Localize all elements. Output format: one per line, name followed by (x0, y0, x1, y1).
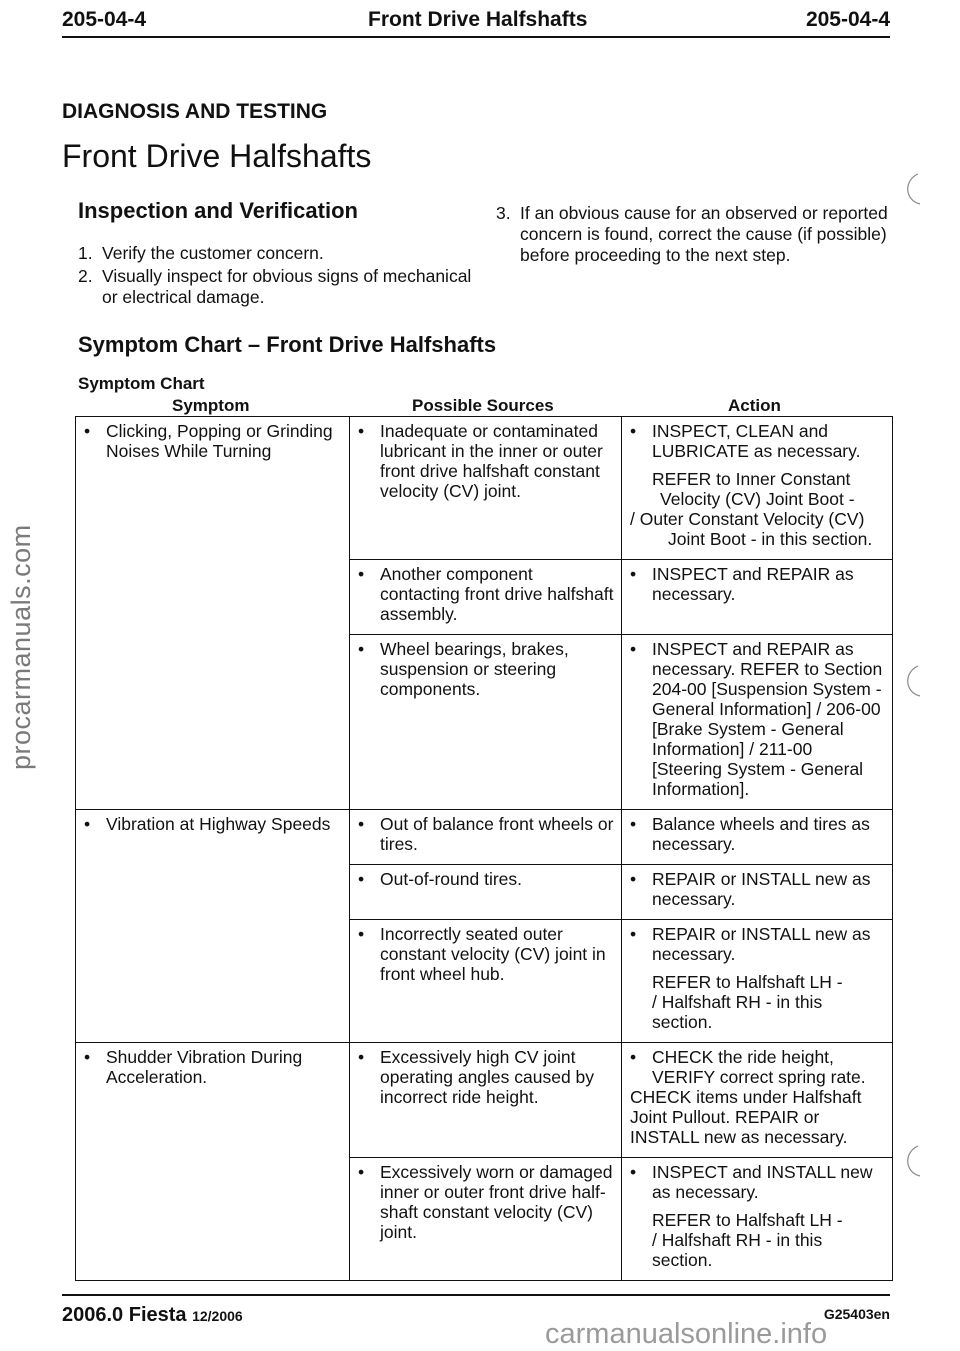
action-reference: Velocity (CV) Joint Boot - (660, 489, 855, 509)
action-text: • REPAIR or INSTALL new as necessary. (630, 869, 886, 909)
source-text: • Incorrectly seated outer constant velocity (CV) joint in front wheel hub. (358, 924, 615, 984)
action-reference: / Outer Constant Velocity (CV) (630, 509, 865, 529)
footer-date: 12/2006 (192, 1308, 243, 1324)
symptom-cell (76, 417, 350, 810)
source-text: • Excessively high CV joint operating angles caused by incorrect ride height. (358, 1047, 615, 1107)
action-reference: / Halfshaft RH - in this section. (652, 992, 823, 1032)
action-cell (622, 865, 893, 920)
step-2 (78, 266, 478, 308)
step-3 (496, 203, 896, 266)
table-row (76, 417, 893, 560)
scan-artifact-mark (898, 1142, 926, 1182)
table-row (76, 810, 893, 865)
column-header-possible-sources: Possible Sources (412, 396, 554, 415)
source-text: • Out-of-round tires. (358, 869, 615, 889)
symptom-chart-heading: Symptom Chart – Front Drive Halfshafts (78, 332, 497, 357)
section-label: DIAGNOSIS AND TESTING (62, 100, 328, 123)
scan-artifact-mark (898, 170, 926, 210)
header-page-number-left: 205-04-4 (62, 8, 147, 31)
footer-code: G25403en (823, 1306, 890, 1322)
action-text: • Balance wheels and tires as necessary. (630, 814, 886, 854)
source-cell (350, 1043, 622, 1158)
scan-artifact-mark (898, 662, 926, 702)
source-cell (350, 635, 622, 810)
symptom-text: • Shudder Vibration During Acceleration. (84, 1047, 343, 1087)
action-reference: REFER to Halfshaft LH - (652, 972, 843, 992)
step-number: 2. (78, 266, 93, 286)
symptom-chart-caption: Symptom Chart (78, 374, 205, 393)
action-cell (622, 1158, 893, 1281)
action-cell (622, 810, 893, 865)
symptom-text: • Clicking, Popping or Grinding Noises While Turning (84, 421, 343, 461)
source-cell (350, 810, 622, 865)
action-reference: REFER to Inner Constant (652, 469, 851, 489)
step-text: If an obvious cause for an observed or reported concern is found, correct the cause (if possible) before proceeding to the next step. (520, 203, 888, 265)
action-text: • CHECK the ride height, VERIFY correct spring rate. (630, 1047, 886, 1087)
source-cell (350, 560, 622, 635)
symptom-cell (76, 1043, 350, 1281)
source-cell (350, 417, 622, 560)
source-cell (350, 865, 622, 920)
symptom-cell (76, 810, 350, 1043)
table-row (76, 1043, 893, 1158)
footer-model-name: 2006.0 Fiesta (62, 1304, 187, 1326)
source-text: • Excessively worn or damaged inner or outer front drive half-shaft constant velocity (CV) joint. (358, 1162, 615, 1242)
footer-rule (62, 1294, 890, 1296)
side-watermark: procarmanuals.com (6, 524, 36, 770)
action-cell (622, 1043, 893, 1158)
footer-model (62, 1304, 243, 1327)
bottom-watermark: carmanualsonline.info (545, 1318, 828, 1350)
header-rule (62, 36, 890, 38)
source-text: • Wheel bearings, brakes, suspension or steering components. (358, 639, 615, 699)
action-text: • INSPECT and INSTALL new as necessary. (630, 1162, 886, 1202)
step-number: 1. (78, 243, 93, 263)
inspection-heading: Inspection and Verification (78, 198, 358, 223)
action-reference: Joint Boot - in this section. (668, 529, 873, 549)
step-number: 3. (496, 203, 511, 223)
action-text: • INSPECT, CLEAN and LUBRICATE as necessary. (630, 421, 886, 461)
header-page-number-right: 205-04-4 (805, 8, 890, 31)
action-text: • INSPECT and REPAIR as necessary. REFER to Section 204-00 [Suspension System - General Information] / 206-00 [Brake System - General Information] / 211-00 [Steering System - General Information]. (630, 639, 886, 799)
source-text: • Inadequate or contaminated lubricant in the inner or outer front drive halfshaft constant velocity (CV) joint. (358, 421, 615, 501)
source-cell (350, 920, 622, 1043)
page-title: Front Drive Halfshafts (62, 138, 372, 174)
step-1 (78, 243, 478, 264)
source-text: • Out of balance front wheels or tires. (358, 814, 615, 854)
action-cell (622, 920, 893, 1043)
action-cell (622, 560, 893, 635)
source-text: • Another component contacting front drive halfshaft assembly. (358, 564, 615, 624)
action-reference: REFER to Halfshaft LH - (652, 1210, 843, 1230)
symptom-text: • Vibration at Highway Speeds (84, 814, 343, 834)
step-text: Verify the customer concern. (102, 243, 324, 263)
column-header-symptom: Symptom (172, 396, 250, 415)
action-text-continued: CHECK items under Halfshaft Joint Pullout. REPAIR or INSTALL new as necessary. (630, 1087, 862, 1147)
column-header-action: Action (728, 396, 781, 415)
header-title: Front Drive Halfshafts (368, 8, 588, 31)
action-cell (622, 417, 893, 560)
action-reference: / Halfshaft RH - in this section. (652, 1230, 823, 1270)
step-text: Visually inspect for obvious signs of mechanical or electrical damage. (102, 266, 472, 307)
action-text: • REPAIR or INSTALL new as necessary. (630, 924, 886, 964)
action-cell (622, 635, 893, 810)
source-cell (350, 1158, 622, 1281)
symptom-table (75, 416, 893, 1281)
action-text: • INSPECT and REPAIR as necessary. (630, 564, 886, 604)
